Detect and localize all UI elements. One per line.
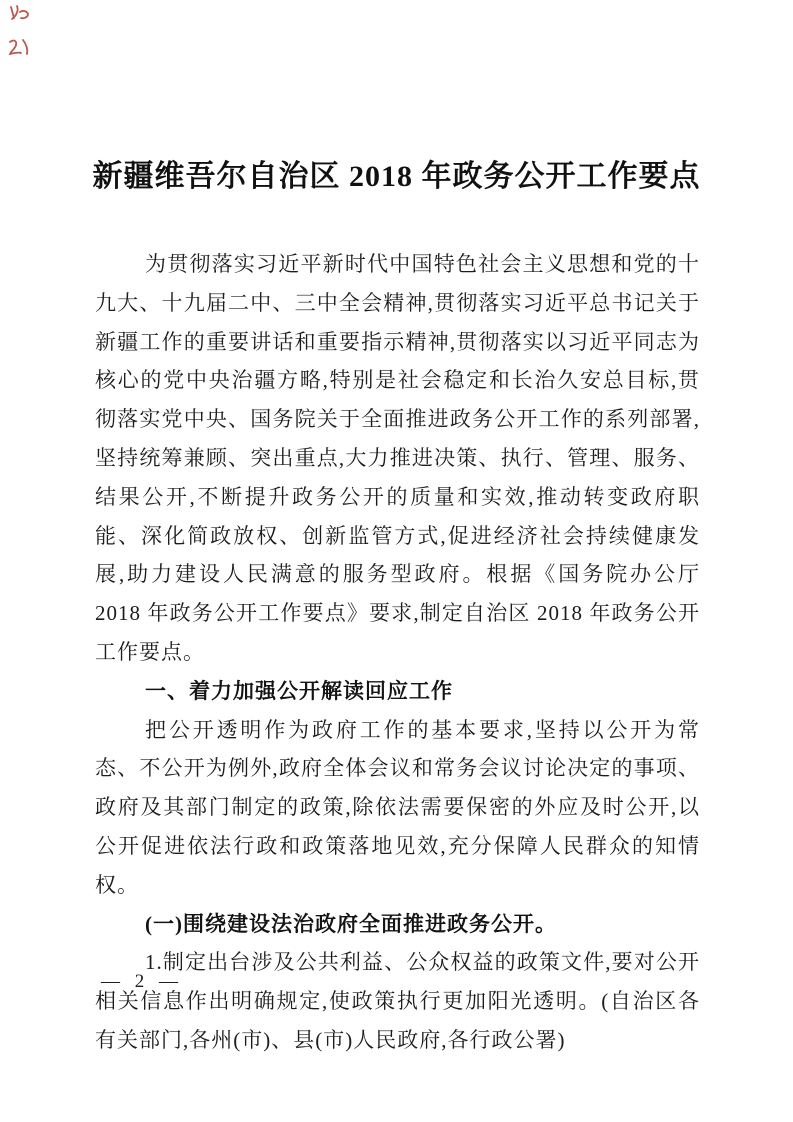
document-body (95, 245, 700, 1060)
sub-heading-1-1: (一)围绕建设法治政府全面推进政务公开。 (145, 911, 557, 936)
section-heading-1: 一、着力加强公开解读回应工作 (145, 678, 453, 703)
page-number: — 2 — (101, 971, 183, 992)
red-ink-mark-icon (7, 4, 31, 22)
document-title: 新疆维吾尔自治区 2018 年政务公开工作要点 (92, 160, 701, 193)
red-ink-mark-icon (7, 36, 33, 58)
section-1-paragraph: 把公开透明作为政府工作的基本要求,坚持以公开为常态、不公开为例外,政府全体会议和常务会议讨论决定的事项、政府及其部门制定的政策,除依法需要保密的外应及时公开,以公开促进依法行政和政策落地见效,充分保障人民群众的知情权。 (95, 717, 700, 897)
item-1-paragraph: 1.制定出台涉及公共利益、公众权益的政策文件,要对公开相关信息作出明确规定,使政策执行更加阳光透明。(自治区各有关部门,各州(市)、县(市)人民政府,各行政公署) (95, 950, 700, 1052)
intro-paragraph: 为贯彻落实习近平新时代中国特色社会主义思想和党的十九大、十九届二中、三中全会精神,贯彻落实习近平总书记关于新疆工作的重要讲话和重要指示精神,贯彻落实以习近平同志为核心的党中央治疆方略,特别是社会稳定和长治久安总目标,贯彻落实党中央、国务院关于全面推进政务公开工作的系列部署,坚持统筹兼顾、突出重点,大力推进决策、执行、管理、服务、结果公开,不断提升政务公开的质量和实效,推动转变政府职能、深化简政放权、创新监管方式,促进经济社会持续健康发展,助力建设人民满意的服务型政府。根据《国务院办公厅 2018 年政务公开工作要点》要求,制定自治区 2018 年政务公开工作要点。 (95, 252, 700, 664)
